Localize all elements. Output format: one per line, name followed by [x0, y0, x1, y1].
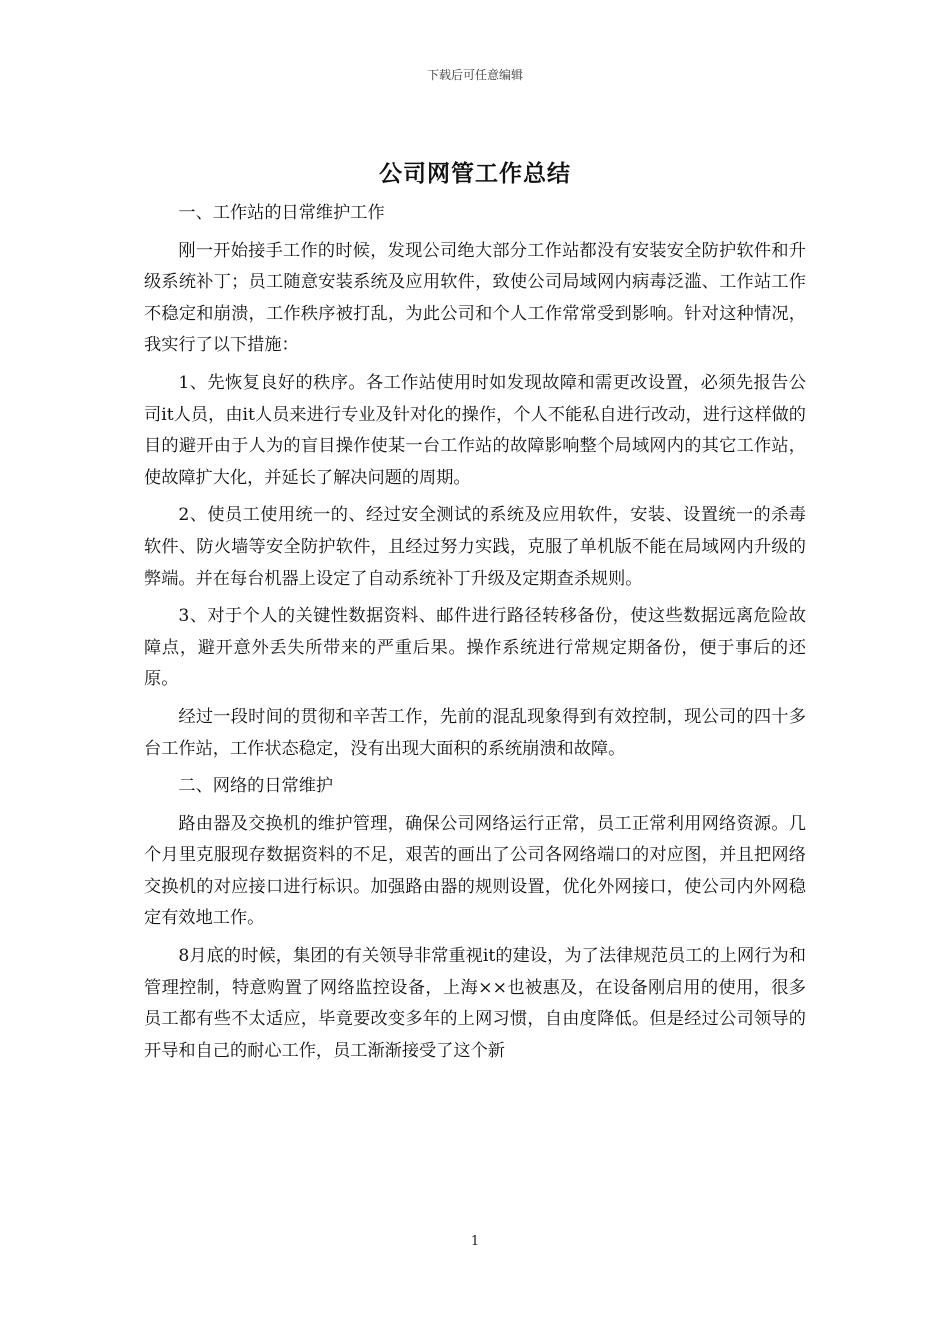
document-title: 公司网管工作总结	[379, 161, 571, 187]
section-heading-2: 二、网络的日常维护	[178, 776, 334, 797]
paragraph: 路由器及交换机的维护管理，确保公司网络运行正常，员工正常利用网络资源。几个月里克服现存数据资料的不足，艰苦的画出了公司各网络端口的对应图，并且把网络交换机的对应接口进行标识。加强路由器的规则设置，优化外网接口，使公司内外网稳定有效地工作。	[144, 813, 806, 929]
header-note: 下载后可任意编辑	[426, 68, 523, 82]
paragraph: 2、使员工使用统一的、经过安全测试的系统及应用软件，安装、设置统一的杀毒软件、防火墙等安全防护软件，且经过努力实践，克服了单机版不能在局域网内升级的弊端。并在每台机器上设定了自动系统补丁升级及定期查杀规则。	[144, 505, 806, 589]
paragraph: 经过一段时间的贯彻和辛苦工作，先前的混乱现象得到有效控制，现公司的四十多台工作站，工作状态稳定，没有出现大面积的系统崩溃和故障。	[144, 706, 806, 759]
document-body	[144, 198, 806, 1073]
page-number: 1	[470, 1234, 480, 1249]
paragraph: 3、对于个人的关键性数据资料、邮件进行路径转移备份，使这些数据远离危险故障点，避开意外丢失所带来的严重后果。操作系统进行常规定期备份，便于事后的还原。	[144, 606, 806, 690]
paragraph: 1、先恢复良好的秩序。各工作站使用时如发现故障和需更改设置，必须先报告公司it人员，由it人员来进行专业及针对化的操作，个人不能私自进行改动，进行这样做的目的避开由于人为的盲目操作使某一台工作站的故障影响整个局域网内的其它工作站，使故障扩大化，并延长了解决问题的周期。	[144, 372, 806, 488]
paragraph: 8月底的时候，集团的有关领导非常重视it的建设，为了法律规范员工的上网行为和管理控制，特意购置了网络监控设备，上海××也被惠及，在设备刚启用的使用，很多员工都有些不太适应，毕竟要改变多年的上网习惯，自由度降低。但是经过公司领导的开导和自己的耐心工作，员工渐渐接受了这个新	[144, 946, 806, 1061]
paragraph: 刚一开始接手工作的时候，发现公司绝大部分工作站都没有安装安全防护软件和升级系统补丁；员工随意安装系统及应用软件，致使公司局域网内病毒泛滥、工作站工作不稳定和崩溃，工作秩序被打乱，为此公司和个人工作常常受到影响。针对这种情况，我实行了以下措施：	[144, 240, 806, 356]
section-heading-1: 一、工作站的日常维护工作	[178, 203, 385, 223]
